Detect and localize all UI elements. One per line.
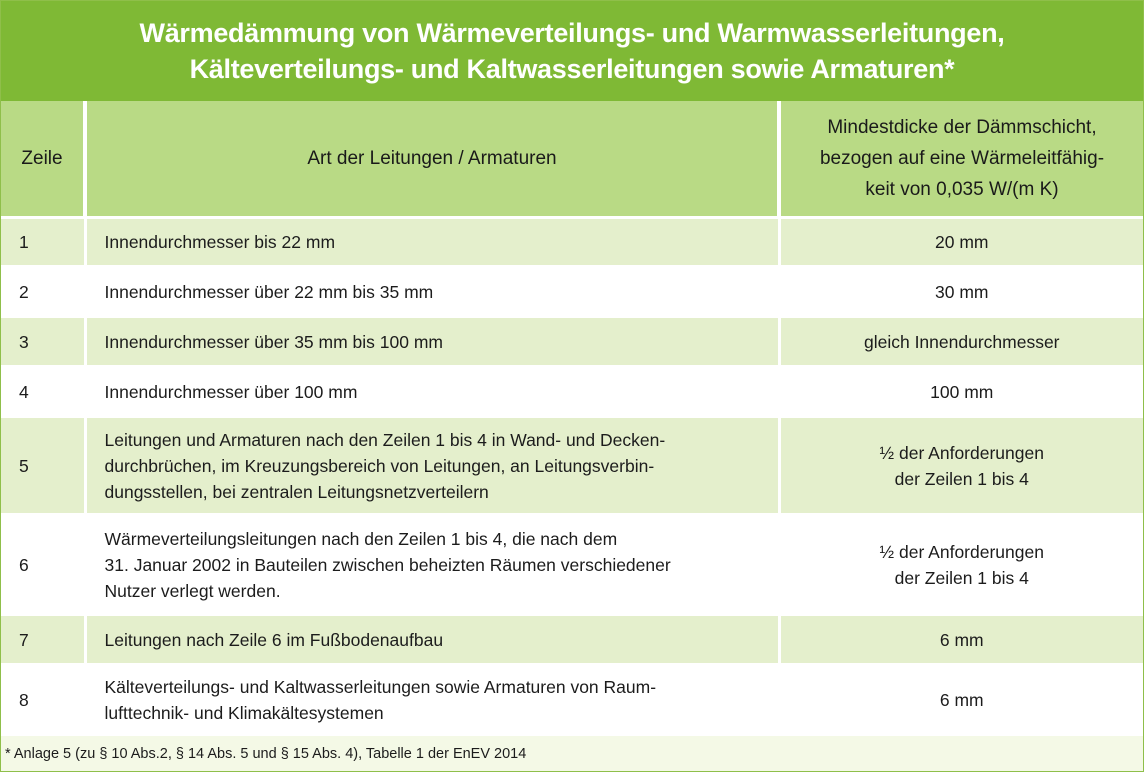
cell-art (85, 515, 779, 615)
cell-dicke-line: 100 mm (930, 381, 994, 402)
cell-dicke-line: der Zeilen 1 bis 4 (894, 468, 1029, 489)
table-row (1, 218, 1143, 267)
cell-dicke (779, 317, 1143, 367)
cell-dicke (779, 515, 1143, 615)
cell-dicke-line: 30 mm (935, 281, 989, 302)
cell-dicke-line: 6 mm (939, 629, 984, 650)
table-row (1, 317, 1143, 367)
cell-art (85, 417, 779, 515)
cell-zeile: 8 (1, 665, 85, 735)
cell-zeile: 1 (1, 218, 85, 267)
cell-art-line: lufttechnik- und Klimakältesystemen (104, 703, 384, 724)
footnote: * Anlage 5 (zu § 10 Abs.2, § 14 Abs. 5 und § 15 Abs. 4), Tabelle 1 der EnEV 2014 (1, 733, 1143, 771)
cell-dicke (779, 615, 1143, 665)
cell-zeile: 4 (1, 367, 85, 417)
cell-art (85, 267, 779, 317)
title-line-2: Kälteverteilungs- und Kaltwasserleitungen sowie Armaturen* (189, 54, 955, 84)
header-mindestdicke-line-2: bezogen auf eine Wärmeleitfähig- (819, 148, 1105, 169)
cell-dicke (779, 417, 1143, 515)
cell-art (85, 665, 779, 735)
cell-dicke-line: ½ der Anforderungen (879, 541, 1044, 562)
cell-art (85, 317, 779, 367)
cell-dicke-line: gleich Innendurchmesser (863, 331, 1060, 352)
cell-art-line: Leitungen nach Zeile 6 im Fußbodenaufbau (104, 629, 444, 650)
cell-dicke (779, 218, 1143, 267)
cell-art (85, 367, 779, 417)
table-title (1, 1, 1143, 101)
cell-dicke-line: 20 mm (935, 232, 989, 252)
table-row (1, 615, 1143, 665)
cell-dicke (779, 665, 1143, 735)
cell-art-line: Innendurchmesser über 22 mm bis 35 mm (104, 281, 434, 302)
table-row (1, 367, 1143, 417)
cell-art-line: Kälteverteilungs- und Kaltwasserleitungen sowie Armaturen von Raum- (104, 677, 657, 698)
header-zeile: Zeile (1, 101, 85, 218)
cell-art-line: dungsstellen, bei zentralen Leitungsnetzverteilern (104, 481, 489, 502)
cell-zeile: 5 (1, 417, 85, 515)
table-row (1, 515, 1143, 615)
cell-zeile: 7 (1, 615, 85, 665)
cell-dicke-line: 6 mm (939, 690, 984, 711)
table-row (1, 267, 1143, 317)
cell-dicke (779, 367, 1143, 417)
table-row (1, 665, 1143, 735)
table-row (1, 417, 1143, 515)
cell-dicke-line: der Zeilen 1 bis 4 (894, 567, 1029, 588)
cell-art-line: durchbrüchen, im Kreuzungsbereich von Leitungen, an Leitungsverbin- (104, 455, 655, 476)
cell-art-line: Leitungen und Armaturen nach den Zeilen 1 bis 4 in Wand- und Decken- (104, 429, 666, 450)
cell-art-line: Innendurchmesser über 100 mm (104, 381, 358, 402)
table-body (1, 218, 1143, 735)
header-row (1, 101, 1143, 218)
cell-art (85, 615, 779, 665)
header-art: Art der Leitungen / Armaturen (85, 101, 779, 218)
insulation-table (1, 101, 1143, 735)
cell-dicke (779, 267, 1143, 317)
cell-zeile: 6 (1, 515, 85, 615)
cell-art-line: Wärmeverteilungsleitungen nach den Zeilen 1 bis 4, die nach dem (104, 528, 618, 549)
header-mindestdicke-line-1: Mindestdicke der Dämmschicht, (827, 117, 1097, 138)
cell-art-line: Innendurchmesser bis 22 mm (104, 232, 336, 252)
title-line-1: Wärmedämmung von Wärmeverteilungs- und Warmwasserleitungen, (139, 18, 1005, 48)
header-mindestdicke-line-3: keit von 0,035 W/(m K) (865, 179, 1059, 200)
cell-zeile: 2 (1, 267, 85, 317)
cell-art-line: Nutzer verlegt werden. (104, 580, 281, 601)
cell-dicke-line: ½ der Anforderungen (879, 442, 1044, 463)
cell-art (85, 218, 779, 267)
header-mindestdicke (779, 101, 1143, 218)
cell-zeile: 3 (1, 317, 85, 367)
cell-art-line: 31. Januar 2002 in Bauteilen zwischen beheizten Räumen verschiedener (104, 554, 671, 575)
cell-art-line: Innendurchmesser über 35 mm bis 100 mm (104, 331, 443, 352)
